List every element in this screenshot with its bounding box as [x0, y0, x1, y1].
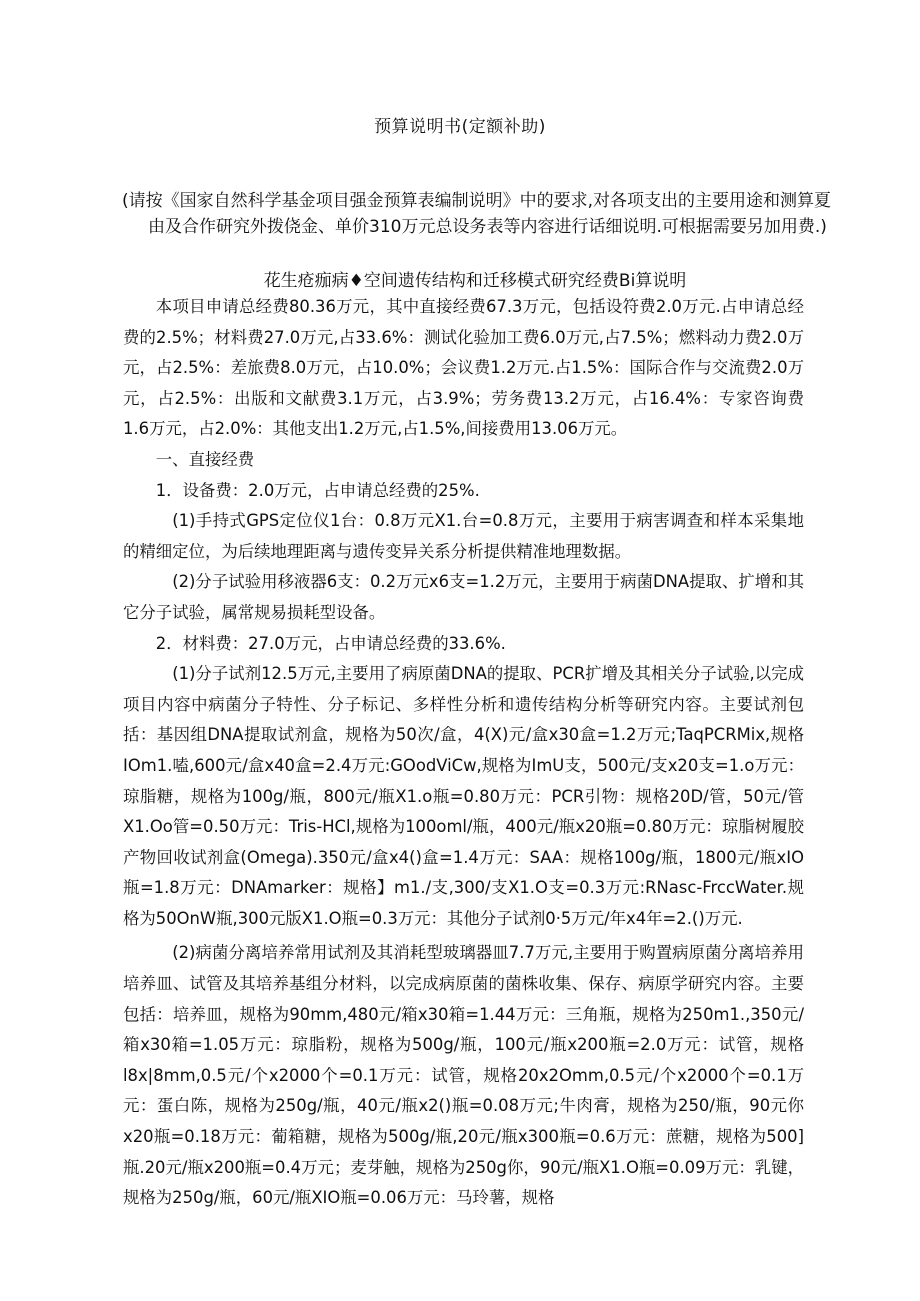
paragraph-summary: 本项目申请总经费80.36万元，其中直接经费67.3万元，包括设符费2.0万元.占申请总经费的2.5%；材料费27.0万元,占33.6%：测试化验加工费6.0万元,占7.5%；燃料动力费2.0万元，占2.5%：差旅费8.0万元，占10.0%；会议费1.2万元.占1.5%：国际合作与交流费2.0万元，占2.5%：出版和文献费3.1万元，占3.9%；劳务费13.2万元，占16.4%：专家咨询费1.6万元，占2.0%：其他支出1.2万元,占1.5%,间接费用13.06万元。 [123, 297, 804, 439]
document-subtitle: 花生疮痂病♦空间遗传结构和迁移模式研究经费Bi算说明 [263, 271, 687, 291]
paragraph-gps: (1)手持式GPS定位仪1台：0.8万元X1.台=0.8万元，主要用于病害调查和样本采集地的精细定位，为后续地理距离与遗传变异关系分析提供精准地理数据。 [123, 511, 804, 561]
document-title: 预算说明书(定额补助) [374, 117, 546, 137]
section-heading-direct-costs: 一、直接经费 [155, 449, 255, 469]
paragraph-culture-reagents: (2)病菌分离培养常用试剂及其消耗型玻璃器皿7.7万元,主要用于购置病原菌分离培养用培养皿、试管及其培养基组分材料，以完成病原菌的菌株收集、保存、病原学研究内容。主要包括：培养皿，规格为90mm,480元/箱x30箱=1.44万元：三角瓶，规格为250m1.,350元/箱x30箱=1.05万元：琼脂粉，规格为500g/瓶，100元/瓶x200瓶=2.0万元：试管，规格l8x|8mm,0.5元/个x2000个=0.1万元：试管，规格20x2Omm,0.5元/个x2000个=0.1万元：蛋白陈，规格为250g/瓶，40元/瓶x2()瓶=0.08万元;牛肉膏，规格为250/瓶，90元你x20瓶=0.18万元：葡箱糖，规格为500g/瓶,20元/瓶x300瓶=0.6万元：蔗糖，规格为500]瓶.20元/瓶x200瓶=0.4万元；麦芽触，规格为250g你，90元/瓶X1.O瓶=0.09万元：乳键，规格为250g/瓶，60元/瓶XIO瓶=0.06万元：马玲薯，规格 [123, 943, 804, 1208]
paragraph-molecular-reagents: (1)分子试剂12.5万元,主要用了病原菌DNA的提取、PCR扩增及其相关分子试验,以完成项目内容中病菌分子特性、分子标记、多样性分析和遗传结构分析等研究内容。主要试剂包括：基因组DNA提取试剂盒，规格为50次/盒，4(X)元/盒x30盒=1.2万元;TaqPCRMix,规格IOm1.嗑,600元/盒x40盒=2.4万元:GOodViCw,规格为ImU支，500元/支x20支=1.o万元：琼脂糖，规格为100g/瓶，800元/瓶X1.o瓶=0.80万元：PCR引物：规格20D/管，50元/管X1.Oo管=0.50万元：Tris-HCl,规格为100oml/瓶，400元/瓶x20瓶=0.80万元：琼脂树履胶产物回收试剂盒(Omega).350元/盒x4()盒=1.4万元：SAA：规格100g/瓶，1800元/瓶xIO瓶=1.8万元：DNAmarker：规格】m1./支,300/支X1.O支=0.3万元:RNasc-FrccWater.规格为50OnW瓶,300元版X1.O瓶=0.3万元：其他分子试剂0·5万元/年x4年=2.()万元. [123, 664, 804, 928]
document-body [123, 292, 804, 1214]
instruction-note: (请按《国家自然科学基金项目强金预算表编制说明》中的要求,对各项支出的主要用途和测算夏由及合作研究外拨侥金、单价310万元总设务表等内容进行话细说明.可根据需要另加用费.) [122, 191, 832, 237]
subsection-heading-materials: 2．材料费：27.0万元，占申请总经费的33.6%. [155, 633, 506, 653]
paragraph-pipette: (2)分子试验用移液器6支：0.2万元x6支=1.2万元，主要用于病菌DNA提取、扩增和其它分子试验，属常规易损耗型设备。 [123, 572, 804, 622]
subsection-heading-equipment: 1．设备费：2.0万元，占申请总经费的25%. [155, 480, 480, 500]
